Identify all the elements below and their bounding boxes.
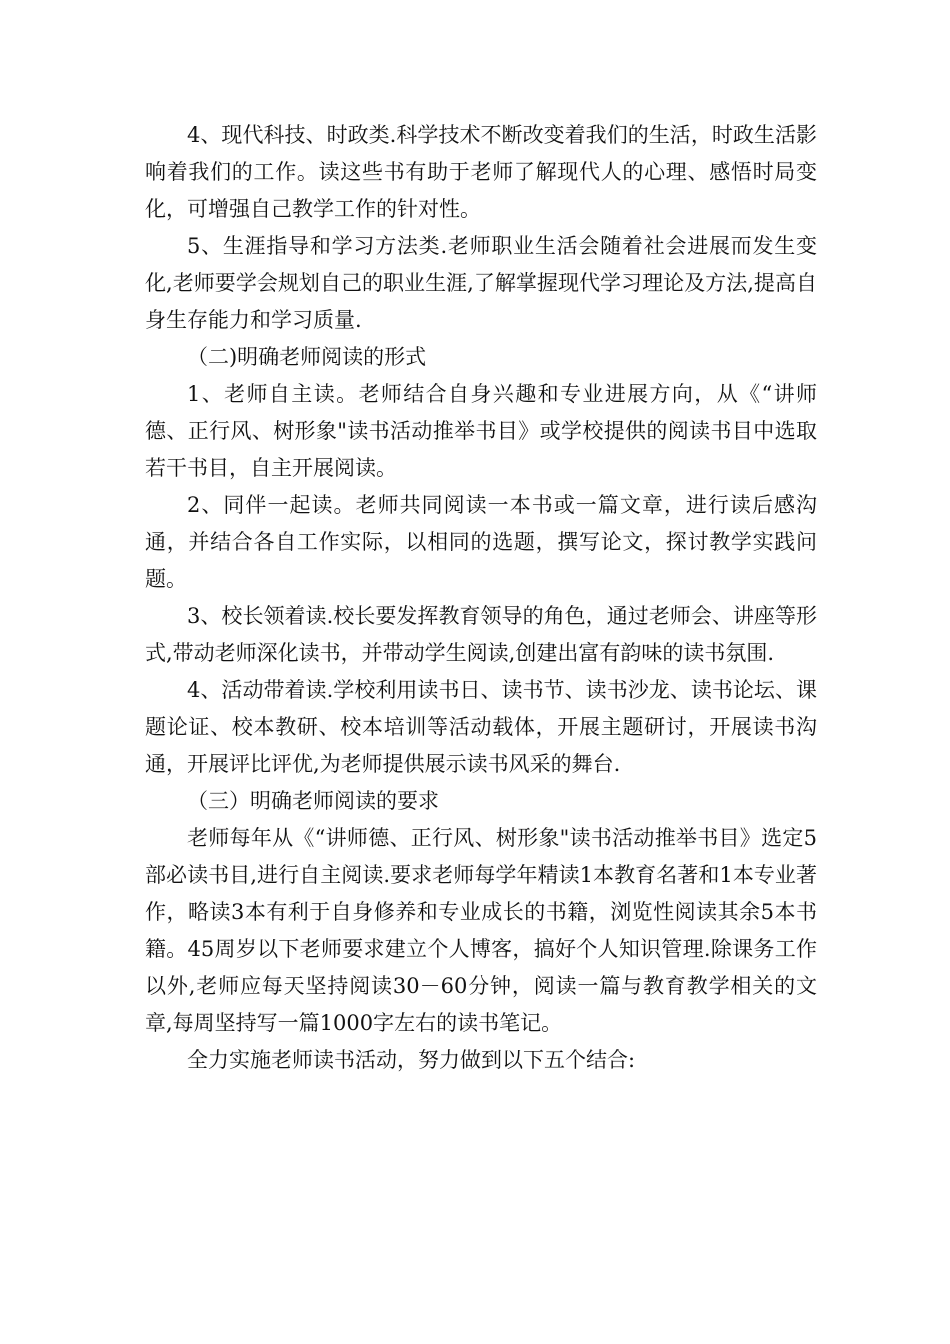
- paragraph-modern-tech-category: 4、现代科技、时政类.科学技术不断改变着我们的生活，时政生活影响着我们的工作。读这些书有助于老师了解现代人的心理、感悟时局变化，可增强自己教学工作的针对性。: [145, 123, 817, 221]
- paragraph-self-reading: 1、老师自主读。老师结合自身兴趣和专业进展方向，从《“讲师德、正行风、树形象"读书活动推举书目》或学校提供的阅读书目中选取若干书目，自主开展阅读。: [145, 382, 817, 480]
- paragraph-annual-requirements: 老师每年从《“讲师德、正行风、树形象"读书活动推举书目》选定5部必读书目,进行自主阅读.要求老师每学年精读1本教育名著和1本专业著作，略读3本有利于自身修养和专业成长的书籍，浏览性阅读其余5本书籍。45周岁以下老师要求建立个人博客，搞好个人知识管理.除课务工作以外,老师应每天坚持阅读30－60分钟，阅读一篇与教育教学相关的文章,每周坚持写一篇1000字左右的读书笔记。: [145, 826, 817, 1035]
- paragraph-peer-reading: 2、同伴一起读。老师共同阅读一本书或一篇文章，进行读后感沟通，并结合各自工作实际，以相同的选题，撰写论文，探讨教学实践问题。: [145, 493, 817, 591]
- paragraph-activity-reading: 4、活动带着读.学校利用读书日、读书节、读书沙龙、读书论坛、课题论证、校本教研、校本培训等活动载体，开展主题研讨，开展读书沟通，开展评比评优,为老师提供展示读书风采的舞台.: [145, 678, 817, 776]
- paragraph-career-guidance-category: 5、生涯指导和学习方法类.老师职业生活会随着社会进展而发生变化,老师要学会规划自己的职业生涯,了解掌握现代学习理论及方法,提高自身生存能力和学习质量.: [145, 234, 817, 332]
- section-heading-reading-requirements: （三）明确老师阅读的要求: [186, 789, 439, 813]
- paragraph-principal-led-reading: 3、校长领着读.校长要发挥教育领导的角色，通过老师会、讲座等形式,带动老师深化读书，并带动学生阅读,创建出富有韵味的读书氛围.: [145, 604, 817, 665]
- paragraph-five-combinations: 全力实施老师读书活动，努力做到以下五个结合:: [187, 1048, 636, 1072]
- document-body: [145, 117, 817, 1079]
- section-heading-reading-forms: （二)明确老师阅读的形式: [186, 345, 427, 369]
